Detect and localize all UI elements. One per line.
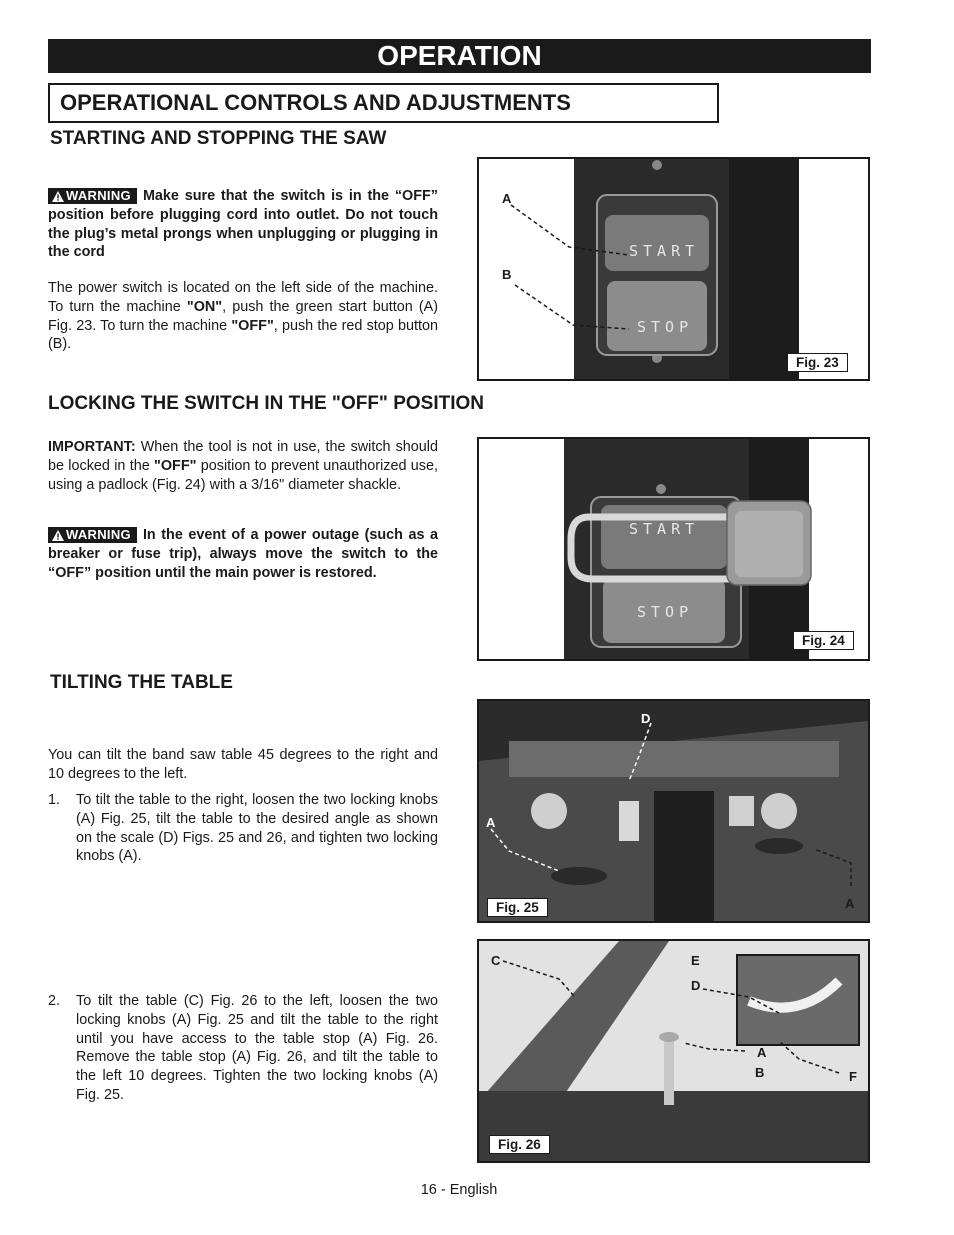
warning-text: In the event of a power outage (such as a breaker or fuse trip), always move the switch to the “OFF” position until the main power is restored. <box>48 527 438 581</box>
warning-badge-label: WARNING <box>66 527 131 542</box>
callout-a-right: A <box>845 896 855 911</box>
step-text: To tilt the table to the right, loosen the two locking knobs (A) Fig. 25, tilt the table to the desired angle as shown on the scale (D) Figs. 25 and 26, and tighten two locking knobs (A). <box>76 792 438 865</box>
tilting-intro: You can tilt the band saw table 45 degrees to the right and 10 degrees to the left. <box>48 747 438 782</box>
warning-start <box>48 187 438 262</box>
warning-text: Make sure that the switch is in the “OFF” position before plugging cord into outlet. Do not touch the plug’s metal prongs when unplugging or plugging in the cord <box>48 188 438 261</box>
step-number: 1. <box>48 792 61 808</box>
important-label: IMPORTANT: <box>48 439 136 455</box>
power-switch-paragraph <box>48 279 438 354</box>
heading-locking: LOCKING THE SWITCH IN THE "OFF" POSITION <box>48 393 485 414</box>
step-text: To tilt the table (C) Fig. 26 to the left, loosen the two locking knobs (A) Fig. 25 and tilt the table to the right until you have access to the table stop (A) Fig. 26. Remove the table stop (A) Fig. 26, and tilt the table to the left 10 degrees. Tighten the two locking knobs (A) Fig. 25. <box>76 993 438 1103</box>
callout-e: E <box>691 953 700 968</box>
callout-c: C <box>491 953 501 968</box>
figure-24 <box>477 437 870 661</box>
figure-label: Fig. 26 <box>489 1135 550 1154</box>
warning-badge-label: WARNING <box>66 188 131 203</box>
stop-button-text: STOP <box>637 603 694 621</box>
callout-b: B <box>755 1065 765 1080</box>
page-number: 16 - English <box>420 1182 498 1198</box>
figure-label: Fig. 25 <box>487 898 548 917</box>
callout-d: D <box>641 711 651 726</box>
start-button-text: START <box>629 242 700 260</box>
heading-tilting: TILTING THE TABLE <box>50 672 233 693</box>
para-text: position to prevent unauthorized use, using a padlock (Fig. 24) with a 3/16" diameter shackle. <box>48 457 438 493</box>
warning-triangle-icon <box>52 530 64 541</box>
section-title: OPERATIONAL CONTROLS AND ADJUSTMENTS <box>48 83 719 123</box>
start-button-text: START <box>629 520 700 538</box>
figure-26 <box>477 939 870 1163</box>
step-number: 2. <box>48 993 61 1009</box>
off-word: "OFF" <box>231 317 274 334</box>
figure-label: Fig. 23 <box>787 353 848 372</box>
page-banner: OPERATION <box>48 39 871 73</box>
figure-label: Fig. 24 <box>793 631 854 650</box>
warning-triangle-icon <box>52 191 64 202</box>
switch-photo <box>479 159 868 379</box>
table-stop-photo <box>479 941 868 1161</box>
step-2 <box>48 992 438 1105</box>
warning-badge <box>48 188 137 204</box>
callout-a-left: A <box>486 815 496 830</box>
warning-badge <box>48 527 137 543</box>
figure-25 <box>477 699 870 923</box>
callout-d: D <box>691 978 701 993</box>
figure-23 <box>477 157 870 381</box>
on-word: "ON" <box>186 298 223 315</box>
step-1 <box>48 791 438 866</box>
para-text: , push the red stop button (B). <box>48 317 438 353</box>
callout-b: B <box>502 267 512 282</box>
stop-button-text: STOP <box>637 318 694 336</box>
table-tilt-photo <box>479 701 868 921</box>
para-text: , push the green start button (A) Fig. 23. To turn the machine <box>48 298 439 334</box>
callout-f: F <box>849 1069 857 1084</box>
callout-a: A <box>757 1045 767 1060</box>
para-text: The power switch is located on the left side of the machine. To turn the machine <box>48 280 438 315</box>
para-text: When the tool is not in use, the switch should be locked in the <box>48 439 438 474</box>
padlock-photo <box>479 439 868 659</box>
heading-starting-stopping: STARTING AND STOPPING THE SAW <box>50 128 387 149</box>
off-word: "OFF" <box>154 457 197 474</box>
callout-a: A <box>502 191 512 206</box>
warning-outage <box>48 526 438 582</box>
important-paragraph <box>48 438 438 494</box>
